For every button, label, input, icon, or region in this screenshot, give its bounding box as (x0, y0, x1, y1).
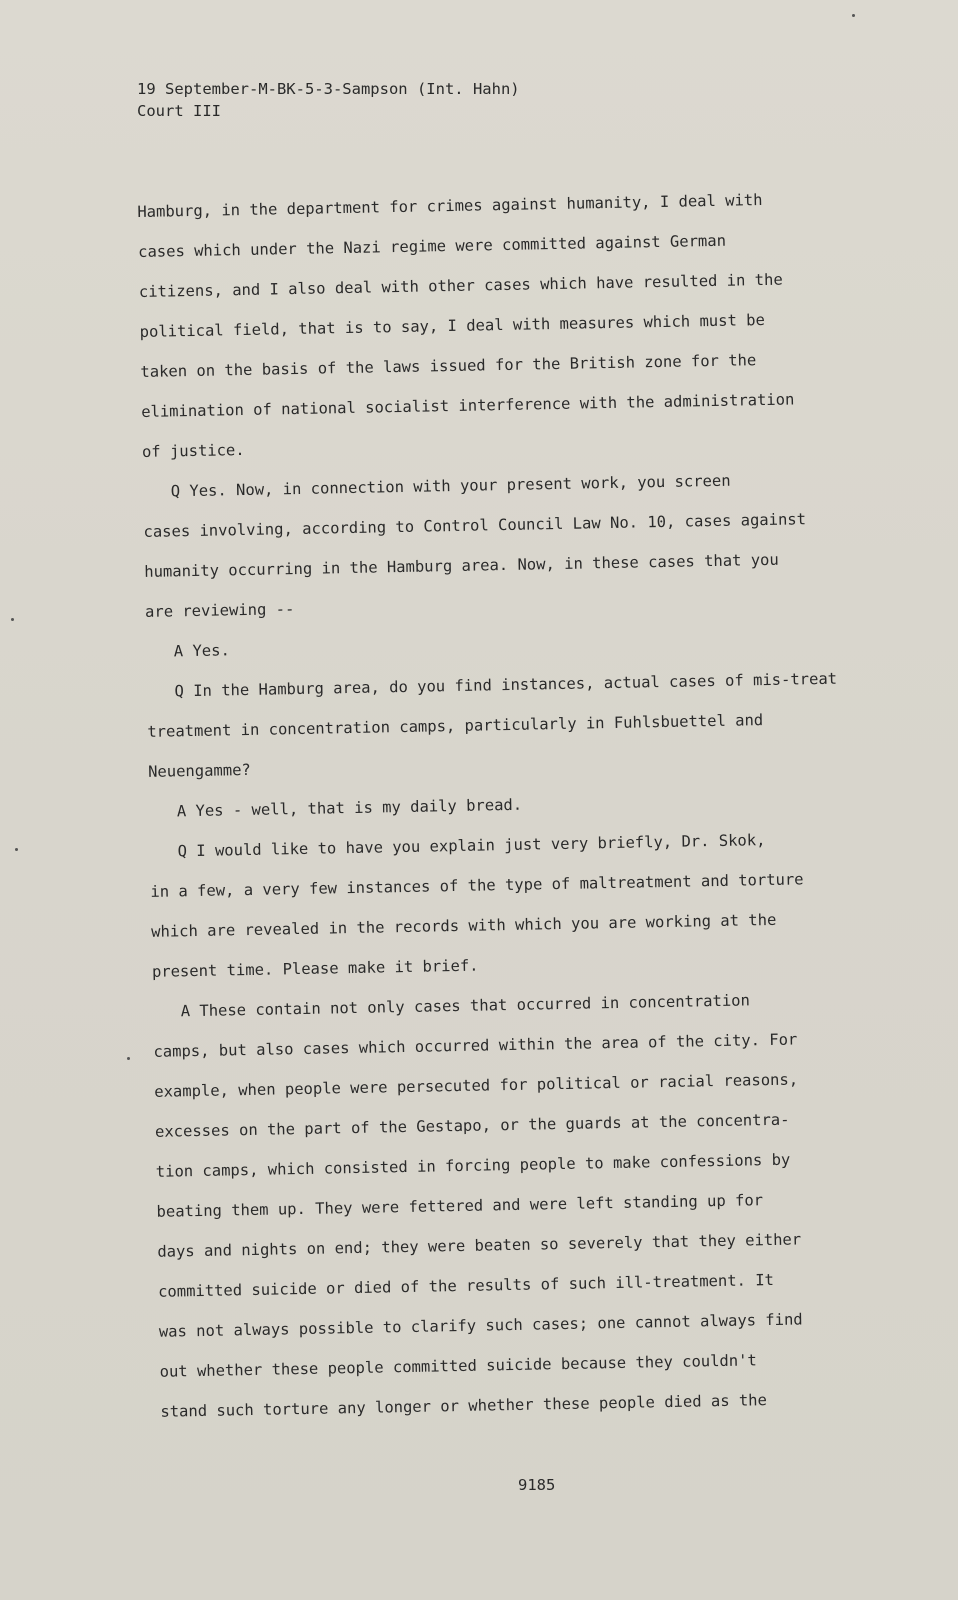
transcript-line: cases involving, according to Control Council Law No. 10, cases against (143, 510, 807, 541)
transcript-line: in a few, a very few instances of the type of maltreatment and torture (150, 870, 804, 901)
transcript-body (137, 178, 891, 1432)
transcript-line: A Yes. (145, 641, 230, 661)
transcript-line: Hamburg, in the department for crimes against humanity, I deal with (137, 190, 763, 221)
transcript-line: are reviewing -- (144, 600, 295, 621)
transcript-line: tion camps, which consisted in forcing people to make confessions by (155, 1150, 791, 1181)
transcript-line: which are revealed in the records with which you are working at the (151, 910, 777, 941)
paper-speck (11, 618, 14, 621)
transcript-header (137, 78, 520, 122)
transcript-line: political field, that is to say, I deal with measures which must be (139, 310, 765, 341)
transcript-line: Q Yes. Now, in connection with your present work, you screen (142, 471, 731, 501)
paper-speck (127, 1057, 130, 1060)
header-line-2: Court III (137, 102, 221, 120)
transcript-line: humanity occurring in the Hamburg area. Now, in these cases that you (144, 550, 779, 581)
paper-speck (852, 14, 855, 17)
header-line-1: 19 September-M-BK-5-3-Sampson (Int. Hahn) (137, 80, 520, 98)
transcript-line: Q In the Hamburg area, do you find instances, actual cases of mis-treat (146, 669, 838, 701)
transcript-line: excesses on the part of the Gestapo, or the guards at the concentra- (154, 1110, 790, 1141)
transcript-line: treatment in concentration camps, particularly in Fuhlsbuettel and (147, 711, 764, 741)
transcript-line: example, when people were persecuted for political or racial reasons, (154, 1070, 799, 1101)
transcript-line: committed suicide or died of the results of such ill-treatment. It (157, 1270, 775, 1301)
transcript-line: Q I would like to have you explain just very briefly, Dr. Skok, (149, 831, 766, 861)
transcript-line: of justice. (141, 440, 245, 461)
transcript-line: camps, but also cases which occurred within the area of the city. For (153, 1030, 798, 1061)
transcript-line: beating them up. They were fettered and were left standing up for (156, 1191, 764, 1221)
transcript-line: present time. Please make it brief. (151, 956, 479, 981)
page-number: 9185 (518, 1476, 556, 1494)
transcript-line: elimination of national socialist interference with the administration (141, 390, 795, 421)
transcript-line: A Yes - well, that is my daily bread. (148, 795, 523, 821)
transcript-line: was not always possible to clarify such cases; one cannot always find (158, 1310, 803, 1341)
transcript-line: Neuengamme? (147, 760, 251, 781)
transcript-line: days and nights on end; they were beaten so severely that they either (157, 1230, 802, 1261)
transcript-line: A These contain not only cases that occurred in concentration (152, 991, 751, 1021)
transcript-line: taken on the basis of the laws issued for the British zone for the (140, 351, 757, 381)
transcript-line: citizens, and I also deal with other cases which have resulted in the (138, 270, 783, 301)
transcript-line: stand such torture any longer or whether these people died as the (160, 1391, 768, 1421)
paper-speck (15, 848, 18, 851)
transcript-line: cases which under the Nazi regime were committed against German (137, 231, 727, 261)
transcript-line: out whether these people committed suicide because they couldn't (159, 1351, 757, 1381)
